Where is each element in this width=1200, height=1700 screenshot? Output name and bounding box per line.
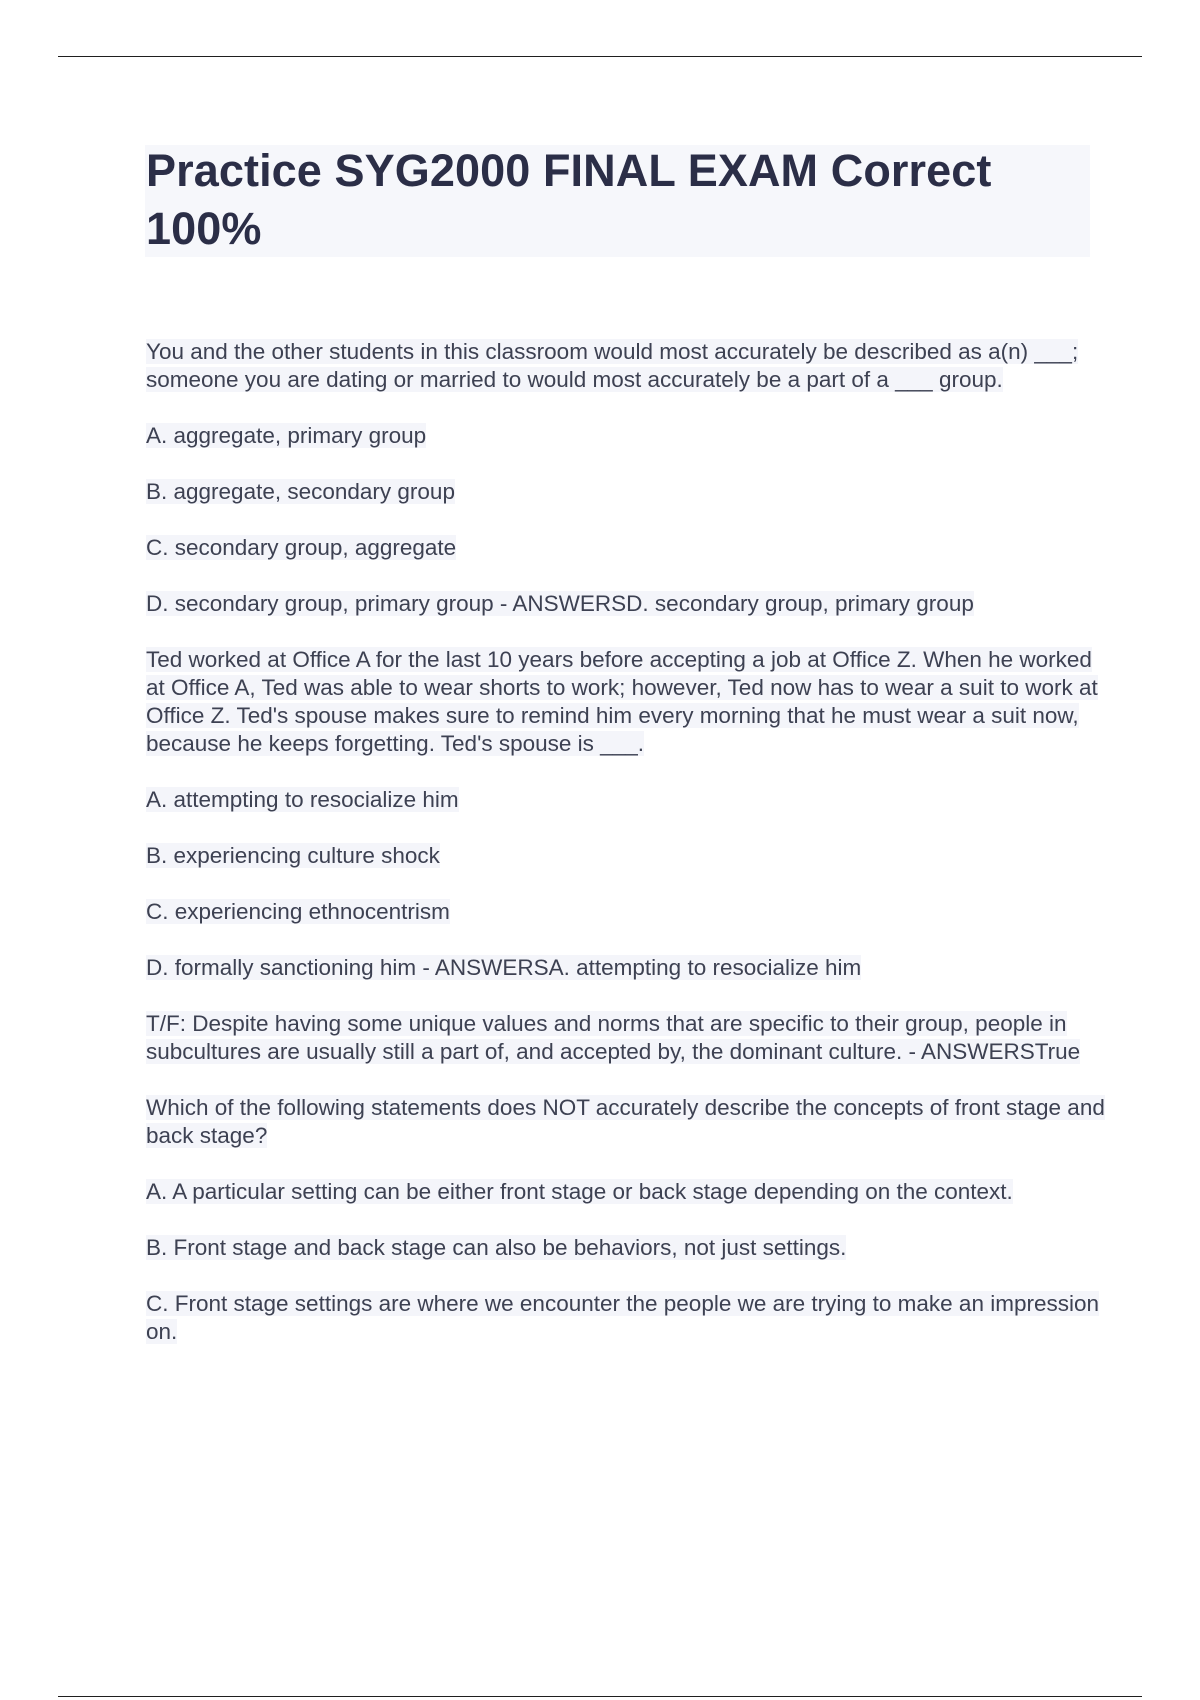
question-2-option-a: A. attempting to resocialize him: [146, 787, 459, 812]
question-1-option-a: A. aggregate, primary group: [146, 423, 427, 448]
question-4-option-b: B. Front stage and back stage can also be behaviors, not just settings.: [146, 1235, 847, 1260]
question-4-option-a: A. A particular setting can be either front stage or back stage depending on the context.: [146, 1179, 1013, 1204]
document-title: Practice SYG2000 FINAL EXAM Correct 100%: [146, 145, 992, 254]
question-1-option-b: B. aggregate, secondary group: [146, 479, 455, 504]
question-2-option-c: C. experiencing ethnocentrism: [146, 899, 450, 924]
question-1-option-c: C. secondary group, aggregate: [146, 535, 457, 560]
document-body: [146, 338, 1106, 1374]
question-2-option-d-answer: D. formally sanctioning him - ANSWERSA. attempting to resocialize him: [146, 955, 862, 980]
question-2-text: Ted worked at Office A for the last 10 years before accepting a job at Office Z. When he worked at Office A, Ted was able to wear shorts to work; however, Ted now has to wear a suit to work at Office Z. Ted's spouse makes sure to remind him every morning that he must wear a suit now, because he keeps forgetting. Ted's spouse is ___.: [146, 647, 1098, 756]
question-3-true-false: T/F: Despite having some unique values and norms that are specific to their group, people in subcultures are usually still a part of, and accepted by, the dominant culture. - ANSWERSTrue: [146, 1011, 1081, 1064]
question-1-text: You and the other students in this classroom would most accurately be described as a(n) ___; someone you are dating or married to would most accurately be a part of a ___ group.: [146, 339, 1079, 392]
question-1-option-d-answer: D. secondary group, primary group - ANSWERSD. secondary group, primary group: [146, 591, 974, 616]
top-rule: [58, 56, 1142, 57]
question-4-option-c: C. Front stage settings are where we encounter the people we are trying to make an impression on.: [146, 1291, 1099, 1344]
bottom-rule: [58, 1696, 1142, 1697]
question-2-option-b: B. experiencing culture shock: [146, 843, 440, 868]
question-4-text: Which of the following statements does NOT accurately describe the concepts of front stage and back stage?: [146, 1095, 1105, 1148]
